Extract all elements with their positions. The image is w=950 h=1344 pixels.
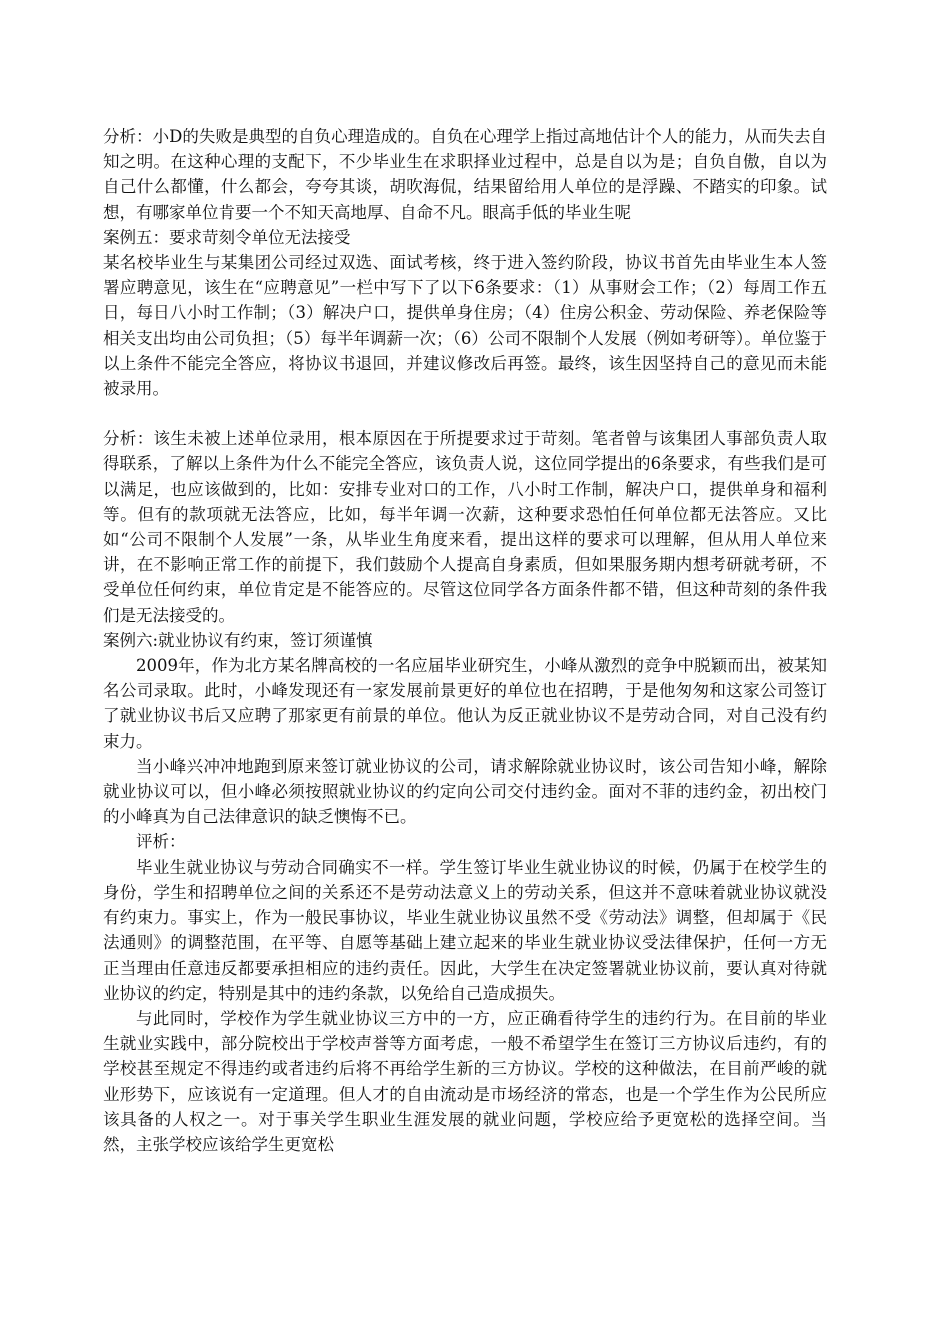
document-body — [103, 124, 827, 1157]
review-heading: 评析： — [136, 832, 186, 852]
case-five-analysis: 分析：该生未被上述单位录用，根本原因在于所提要求过于苛刻。笔者曾与该集团人事部负责人取得联系，了解以上条件为什么不能完全答应，该负责人说，这位同学提出的6条要求，有些我们是可以满足，也应该做到的，比如：安排专业对口的工作，八小时工作制，解决户口，提供单身和福利等。但有的款项就无法答应，比如，每半年调一次薪，这种要求恐怕任何单位都无法答应。又比如“公司不限制个人发展”一条，从毕业生角度来看，提出这样的要求可以理解，但从用人单位来讲，在不影响正常工作的前提下，我们鼓励个人提高自身素质，但如果服务期内想考研就考研，不受单位任何约束，单位肯定是不能答应的。尽管这位同学各方面条件都不错，但这种苛刻的条件我们是无法接受的。 — [103, 429, 827, 625]
analysis-paragraph-d: 分析：小D的失败是典型的自负心理造成的。自负在心理学上指过高地估计个人的能力，从而失去自知之明。在这种心理的支配下，不少毕业生在求职择业过程中，总是自以为是；自负自傲，自以为自己什么都懂，什么都会，夸夸其谈，胡吹海侃，结果留给用人单位的是浮躁、不踏实的印象。试想，有哪家单位肯要一个不知天高地厚、自命不凡。眼高手低的毕业生呢 — [103, 127, 827, 222]
case-five-body: 某名校毕业生与某集团公司经过双选、面试考核，终于进入签约阶段，协议书首先由毕业生本人签署应聘意见，该生在“应聘意见”一栏中写下了以下6条要求：（1）从事财会工作；（2）每周工作五日，每日八小时工作制；（3）解决户口，提供单身住房；（4）住房公积金、劳动保险、养老保险等相关支出均由公司负担；（5）每半年调薪一次；（6）公司不限制个人发展（例如考研等）。单位鉴于以上条件不能完全答应，将协议书退回，并建议修改后再签。最终，该生因坚持自己的意见而未能被录用。 — [103, 253, 827, 399]
case-six-body-2: 当小峰兴冲冲地跑到原来签订就业协议的公司，请求解除就业协议时，该公司告知小峰，解除就业协议可以，但小峰必须按照就业协议的约定向公司交付违约金。面对不菲的违约金，初出校门的小峰真为自己法律意识的缺乏懊悔不已。 — [103, 756, 827, 827]
review-body-1: 毕业生就业协议与劳动合同确实不一样。学生签订毕业生就业协议的时候，仍属于在校学生的身份，学生和招聘单位之间的关系还不是劳动法意义上的劳动关系，但这并不意味着就业协议就没有约束力。事实上，作为一般民事协议，毕业生就业协议虽然不受《劳动法》调整，但却属于《民法通则》的调整范围，在平等、自愿等基础上建立起来的毕业生就业协议受法律保护，任何一方无正当理由任意违反都要承担相应的违约责任。因此，大学生在决定签署就业协议前，要认真对待就业协议的约定，特别是其中的违约条款，以免给自己造成损失。 — [103, 857, 827, 1003]
case-six-heading: 案例六:就业协议有约束，签订须谨慎 — [103, 630, 373, 650]
case-six-body-1: 2009年，作为北方某名牌高校的一名应届毕业研究生，小峰从激烈的竞争中脱颖而出，被某知名公司录取。此时，小峰发现还有一家发展前景更好的单位也在招聘，于是他匆匆和这家公司签订了就业协议书后又应聘了那家更有前景的单位。他认为反正就业协议不是劳动合同，对自己没有约束力。 — [103, 656, 827, 751]
review-body-2: 与此同时，学校作为学生就业协议三方中的一方，应正确看待学生的违约行为。在目前的毕业生就业实践中，部分院校出于学校声誉等方面考虑，一般不希望学生在签订三方协议后违约，有的学校甚至规定不得违约或者违约后将不再给学生新的三方协议。学校的这种做法，在目前严峻的就业形势下，应该说有一定道理。但人才的自由流动是市场经济的常态，也是一个学生作为公民所应该具备的人权之一。对于事关学生职业生涯发展的就业问题，学校应给予更宽松的选择空间。当然，主张学校应该给学生更宽松 — [103, 1008, 827, 1154]
blank-line — [103, 401, 827, 426]
case-five-heading: 案例五：要求苛刻令单位无法接受 — [103, 227, 351, 247]
